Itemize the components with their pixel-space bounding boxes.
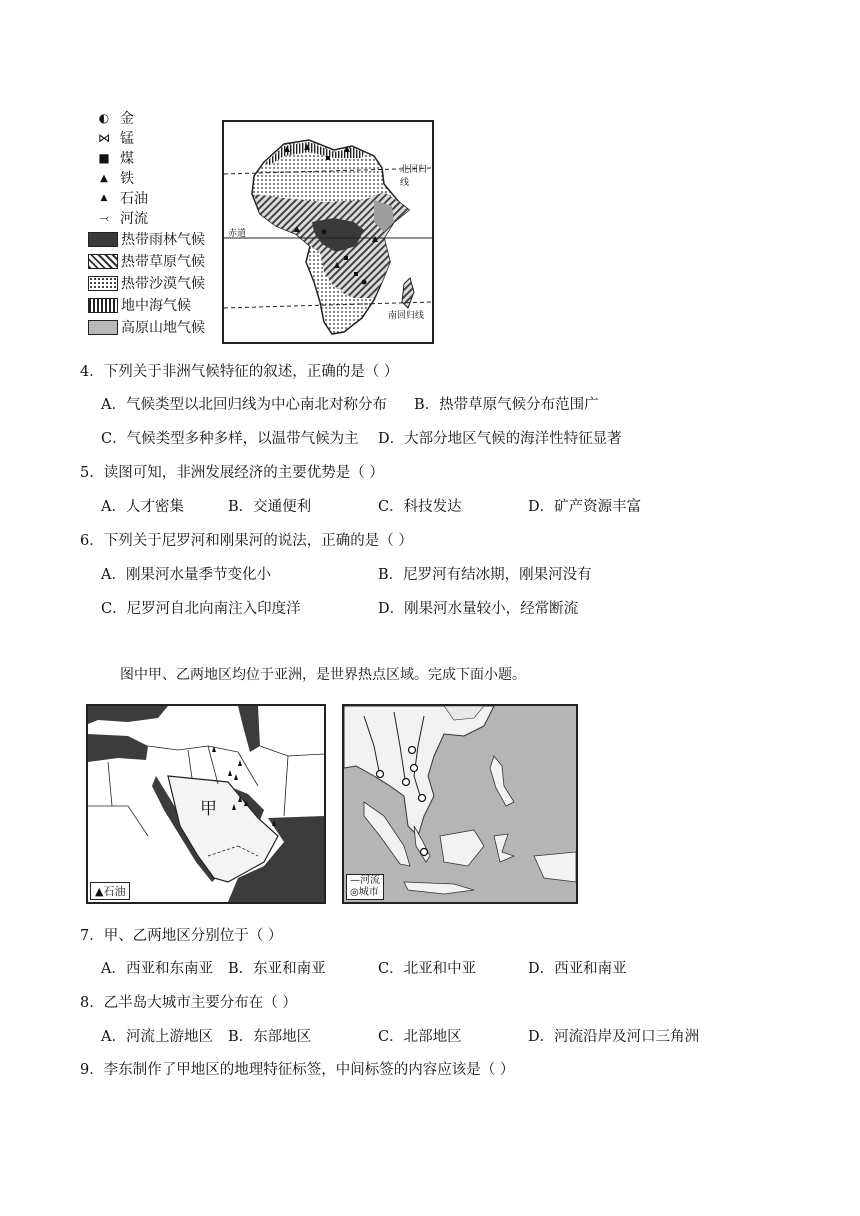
question-4-option-c[interactable]: C．气候类型多种多样，以温带气候为主 xyxy=(101,431,359,447)
legend-label: 铁 xyxy=(120,171,134,187)
legend-label: 热带沙漠气候 xyxy=(121,276,205,292)
map-yi-southeast-asia xyxy=(342,704,578,904)
legend-label: 地中海气候 xyxy=(121,298,191,314)
tropic-north-label: 北回归线 xyxy=(400,165,428,188)
mediterranean-swatch xyxy=(88,298,118,313)
question-8-option-b[interactable]: B．东部地区 xyxy=(228,1029,312,1045)
question-5-option-b[interactable]: B．交通便利 xyxy=(228,499,312,515)
legend-label: 热带草原气候 xyxy=(121,254,205,270)
africa-climate-map xyxy=(222,120,434,344)
coal-icon: ■ xyxy=(98,151,110,165)
question-5-option-a[interactable]: A．人才密集 xyxy=(101,499,184,515)
question-4-option-b[interactable]: B．热带草原气候分布范围广 xyxy=(414,397,599,413)
legend-item-rainforest xyxy=(88,229,205,249)
legend-label: 石油 xyxy=(120,191,148,207)
question-8-option-d[interactable]: D．河流沿岸及河口三角洲 xyxy=(528,1029,700,1045)
legend-item-manganese xyxy=(88,128,134,148)
question-7-option-a[interactable]: A．西亚和东南亚 xyxy=(101,961,213,977)
legend-label: 锰 xyxy=(120,131,134,147)
legend-label: 河流 xyxy=(120,211,148,227)
map-yi-svg xyxy=(344,706,576,902)
section-intro: 图中甲、乙两地区均位于亚洲，是世界热点区域。完成下面小题。 xyxy=(120,667,526,683)
map-yi-legend-river: 河流 xyxy=(360,875,380,886)
question-8-stem: 8．乙半岛大城市主要分布在（ ） xyxy=(80,995,297,1011)
legend-label: 煤 xyxy=(120,151,134,167)
desert-swatch xyxy=(88,276,118,291)
question-6-option-c[interactable]: C．尼罗河自北向南注入印度洋 xyxy=(101,601,301,617)
rainforest-swatch xyxy=(88,232,118,247)
legend-item-gold xyxy=(88,108,134,128)
legend-item-mediterranean xyxy=(88,295,191,315)
highland-swatch xyxy=(88,320,118,335)
question-7-option-c[interactable]: C．北亚和中亚 xyxy=(378,961,477,977)
question-7-stem: 7．甲、乙两地区分别位于（ ） xyxy=(80,928,283,944)
oil-icon: ▲ xyxy=(95,885,104,898)
tropic-south-label: 南回归线 xyxy=(388,311,425,321)
legend-label: 热带雨林气候 xyxy=(121,232,205,248)
map-jia-legend xyxy=(90,882,130,900)
question-7-option-b[interactable]: B．东亚和南亚 xyxy=(228,961,326,977)
question-4-option-d[interactable]: D．大部分地区气候的海洋性特征显著 xyxy=(378,431,622,447)
map-jia-legend-label: 石油 xyxy=(103,885,126,898)
iron-icon: ▲ xyxy=(100,172,108,184)
river-icon: ⤙ xyxy=(99,210,109,225)
map-yi-legend xyxy=(346,874,384,900)
question-6-stem: 6．下列关于尼罗河和刚果河的说法，正确的是（ ） xyxy=(80,533,413,549)
question-9-stem: 9．李东制作了甲地区的地理特征标签，中间标签的内容应该是（ ） xyxy=(80,1062,515,1078)
question-6-option-a[interactable]: A．刚果河水量季节变化小 xyxy=(101,567,271,583)
question-5-option-c[interactable]: C．科技发达 xyxy=(378,499,462,515)
equator-label: 赤道 xyxy=(228,229,247,239)
map-yi-legend-city: 城市 xyxy=(358,887,379,898)
question-4-stem: 4．下列关于非洲气候特征的叙述，正确的是（ ） xyxy=(80,364,399,380)
map-jia-west-asia xyxy=(86,704,326,904)
oil-icon: ▲ xyxy=(100,193,108,203)
question-7-option-d[interactable]: D．西亚和南亚 xyxy=(528,961,627,977)
manganese-icon: ⋈ xyxy=(98,131,110,145)
savanna-swatch xyxy=(88,254,118,269)
madagascar xyxy=(402,278,414,308)
legend-label: 高原山地气候 xyxy=(121,320,205,336)
legend-item-highland xyxy=(88,317,205,337)
legend-item-river xyxy=(88,208,148,228)
question-8-option-c[interactable]: C．北部地区 xyxy=(378,1029,462,1045)
question-5-option-d[interactable]: D．矿产资源丰富 xyxy=(528,499,642,515)
gold-icon: ◐ xyxy=(98,111,110,125)
legend-item-savanna xyxy=(88,251,205,271)
legend-item-iron xyxy=(88,168,134,188)
city-icon: ◎ xyxy=(350,887,359,898)
region-label-jia: 甲 xyxy=(200,799,217,819)
legend-label: 金 xyxy=(120,111,134,127)
legend-item-oil xyxy=(88,188,148,208)
legend-item-desert xyxy=(88,273,205,293)
question-4-option-a[interactable]: A．气候类型以北回归线为中心南北对称分布 xyxy=(101,397,387,413)
legend-item-coal xyxy=(88,148,134,168)
question-6-option-d[interactable]: D．刚果河水量较小，经常断流 xyxy=(378,601,579,617)
question-6-option-b[interactable]: B．尼罗河有结冰期，刚果河没有 xyxy=(378,567,592,583)
question-5-stem: 5．读图可知，非洲发展经济的主要优势是（ ） xyxy=(80,465,384,481)
river-icon: — xyxy=(350,875,360,886)
question-8-option-a[interactable]: A．河流上游地区 xyxy=(101,1029,213,1045)
